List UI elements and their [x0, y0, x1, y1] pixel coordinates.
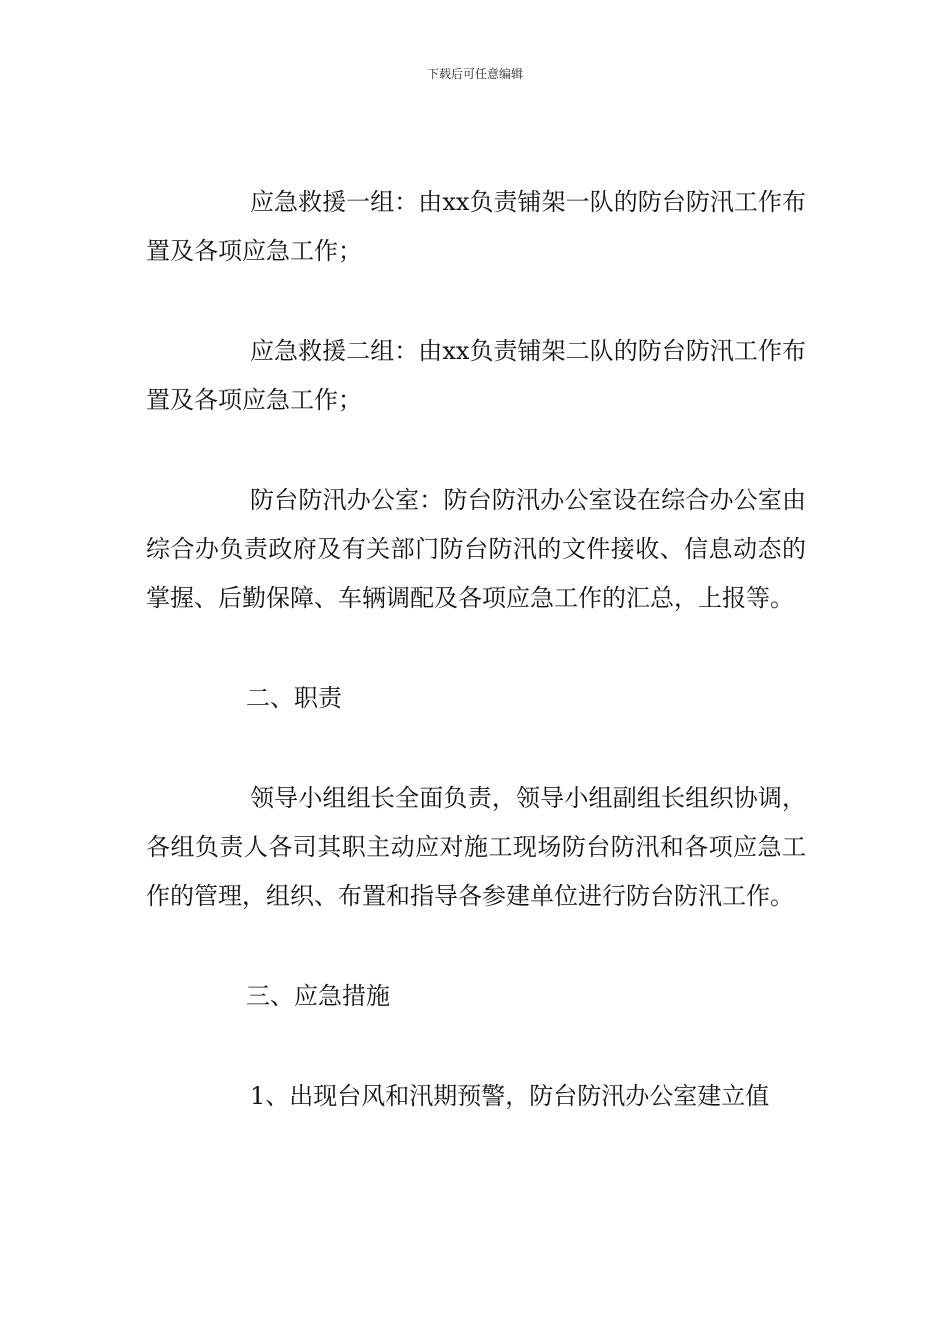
paragraph-measure-one: 1、出现台风和汛期预警，防台防汛办公室建立值: [250, 1082, 770, 1110]
document-body: [146, 178, 806, 1172]
paragraph-rescue-team-one: 应急救援一组：由xx负责铺架一队的防台防汛工作布置及各项应急工作；: [146, 188, 806, 265]
paragraph-rescue-team-two: 应急救援二组：由xx负责铺架二队的防台防汛工作布置及各项应急工作；: [146, 337, 806, 414]
paragraph-flood-office: 防台防汛办公室：防台防汛办公室设在综合办公室由综合办负责政府及有关部门防台防汛的文件接收、信息动态的掌握、后勤保障、车辆调配及各项应急工作的汇总，上报等。: [146, 486, 806, 612]
section-heading-duties: 二、职责: [246, 684, 342, 712]
section-heading-emergency-measures: 三、应急措施: [246, 982, 390, 1010]
paragraph-duties: 领导小组组长全面负责，领导小组副组长组织协调，各组负责人各司其职主动应对施工现场防台防汛和各项应急工作的管理，组织、布置和指导各参建单位进行防台防汛工作。: [146, 784, 806, 910]
page-header-note: 下载后可任意编辑: [426, 67, 523, 81]
